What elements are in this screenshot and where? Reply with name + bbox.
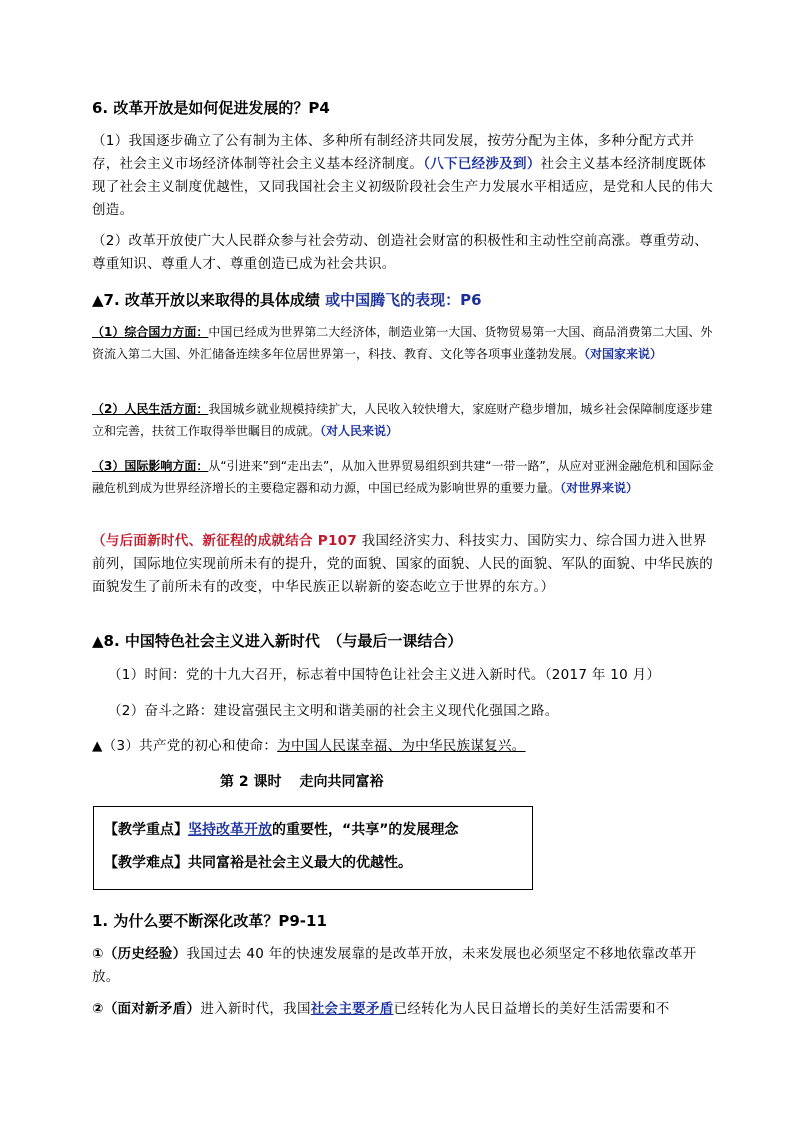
q1-b-link[interactable]: 社会主要矛盾 (310, 1001, 394, 1017)
q8-line3-prefix: ▲（3）共产党的初心和使命： (92, 738, 278, 754)
teaching-key-point (104, 819, 458, 839)
q7-heading-alt: 或中国腾飞的表现：P6 (325, 291, 482, 309)
q8-line3-text: 为中国人民谋幸福、为中华民族谋复兴。 (277, 738, 526, 754)
key-point-text: 的重要性，“共享”的发展理念 (272, 822, 459, 838)
q1-b-mark: ②（面对新矛盾） (92, 1001, 201, 1017)
q7-item-national-strength (92, 321, 720, 365)
q6-p1-note: （八下已经涉及到） (423, 156, 541, 172)
teaching-difficulty (104, 852, 412, 872)
q1-a-text: 我国过去 40 年的快速发展靠的是改革开放，未来发展也必须坚定不移地依靠改革开放。 (92, 946, 697, 985)
q7-combo-text: 我国经济实力、科技实力、国防实力、综合国力进入世界前列，国际地位实现前所未有的提升，党的面貌、国家的面貌、人民的面貌、军队的面貌、中华民族的面貌发生了前所未有的改变，中华民族正以崭新的姿态屹立于世界的东方。） (92, 533, 713, 595)
q8-line-1: （1）时间：党的十九大召开，标志着中国特色让社会主义进入新时代。（2017 年 10 月） (108, 667, 661, 683)
difficulty-label: 【教学难点】 (104, 855, 188, 871)
key-point-link[interactable]: 坚持改革开放 (188, 822, 272, 838)
q7-item3-text: 从“引进来”到“走出去”，从加入世界贸易组织到共建“一带一路”，从应对亚洲金融危机和国际金融危机到成为世界经济增长的主要稳定器和动力源，中国已经成为影响世界的重要力量。 (92, 459, 714, 495)
q6-p1-text-b: 社会主义基本经济制度既体现了社会主义制度优越性，又同我国社会主义初级阶段社会生产力发展水平相适应，是党和人民的伟大创造。 (92, 156, 713, 218)
q7-item1-note: （对国家来说） (584, 347, 663, 361)
difficulty-text: 共同富裕是社会主义最大的优越性。 (188, 855, 412, 871)
section-heading-q8: ▲8. 中国特色社会主义进入新时代 （与最后一课结合） (92, 632, 463, 650)
lesson-number: 第 2 课时 (220, 774, 282, 790)
lesson-title (220, 771, 384, 791)
lesson-name: 走向共同富裕 (299, 774, 384, 790)
q7-combo-note: （与后面新时代、新征程的成就结合 P107 (92, 533, 358, 549)
q1-reason-new-contradiction (92, 998, 720, 1021)
section-heading-q7 (92, 289, 720, 310)
section-heading-q6: 6. 改革开放是如何促进发展的？P4 (92, 99, 330, 117)
q8-line-3 (92, 735, 720, 758)
q7-item3-label: （3）国际影响方面： (92, 459, 209, 473)
q7-item1-text: 中国已经成为世界第二大经济体，制造业第一大国、货物贸易第一大国、商品消费第二大国、外资流入第二大国、外汇储备连续多年位居世界第一，科技、教育、文化等各项事业蓬勃发展。 (92, 325, 713, 361)
q1-b-post: 已经转化为人民日益增长的美好生活需要和不 (393, 1001, 670, 1017)
q1-b-pre: 进入新时代，我国 (200, 1001, 311, 1017)
q1-a-mark: ①（历史经验） (92, 946, 187, 962)
q6-p1-text-a: （1）我国逐步确立了公有制为主体、多种所有制经济共同发展，按劳分配为主体，多种分配方式并存，社会主义市场经济体制等社会主义基本经济制度。 (92, 133, 695, 172)
q7-new-era-combination (92, 530, 720, 599)
q7-item-people-life (92, 398, 720, 442)
q6-paragraph-2: （2）改革开放使广大人民群众参与社会劳动、创造社会财富的积极性和主动性空前高涨。尊重劳动、尊重知识、尊重人才、尊重创造已成为社会共识。 (92, 233, 709, 272)
q8-line-2: （2）奋斗之路：建设富强民主文明和谐美丽的社会主义现代化强国之路。 (108, 703, 559, 719)
q1-reason-history (92, 943, 720, 989)
q7-item-international-influence (92, 455, 720, 499)
section-heading-q1: 1. 为什么要不断深化改革？P9-11 (92, 912, 327, 930)
key-point-label: 【教学重点】 (104, 822, 188, 838)
teaching-focus-box (93, 806, 533, 890)
q7-item2-note: （对人民来说） (320, 424, 399, 438)
q7-item1-label: （1）综合国力方面： (92, 325, 209, 339)
q7-item2-label: （2）人民生活方面： (92, 402, 209, 416)
q7-item3-note: （对世界来说） (560, 481, 639, 495)
q6-paragraph-1 (92, 130, 720, 222)
q7-heading-main: ▲7. 改革开放以来取得的具体成绩 (92, 291, 320, 309)
q7-item2-text: 我国城乡就业规模持续扩大，人民收入较快增大，家庭财产稳步增加，城乡社会保障制度逐步建立和完善，扶贫工作取得举世瞩目的成就。 (92, 402, 713, 438)
